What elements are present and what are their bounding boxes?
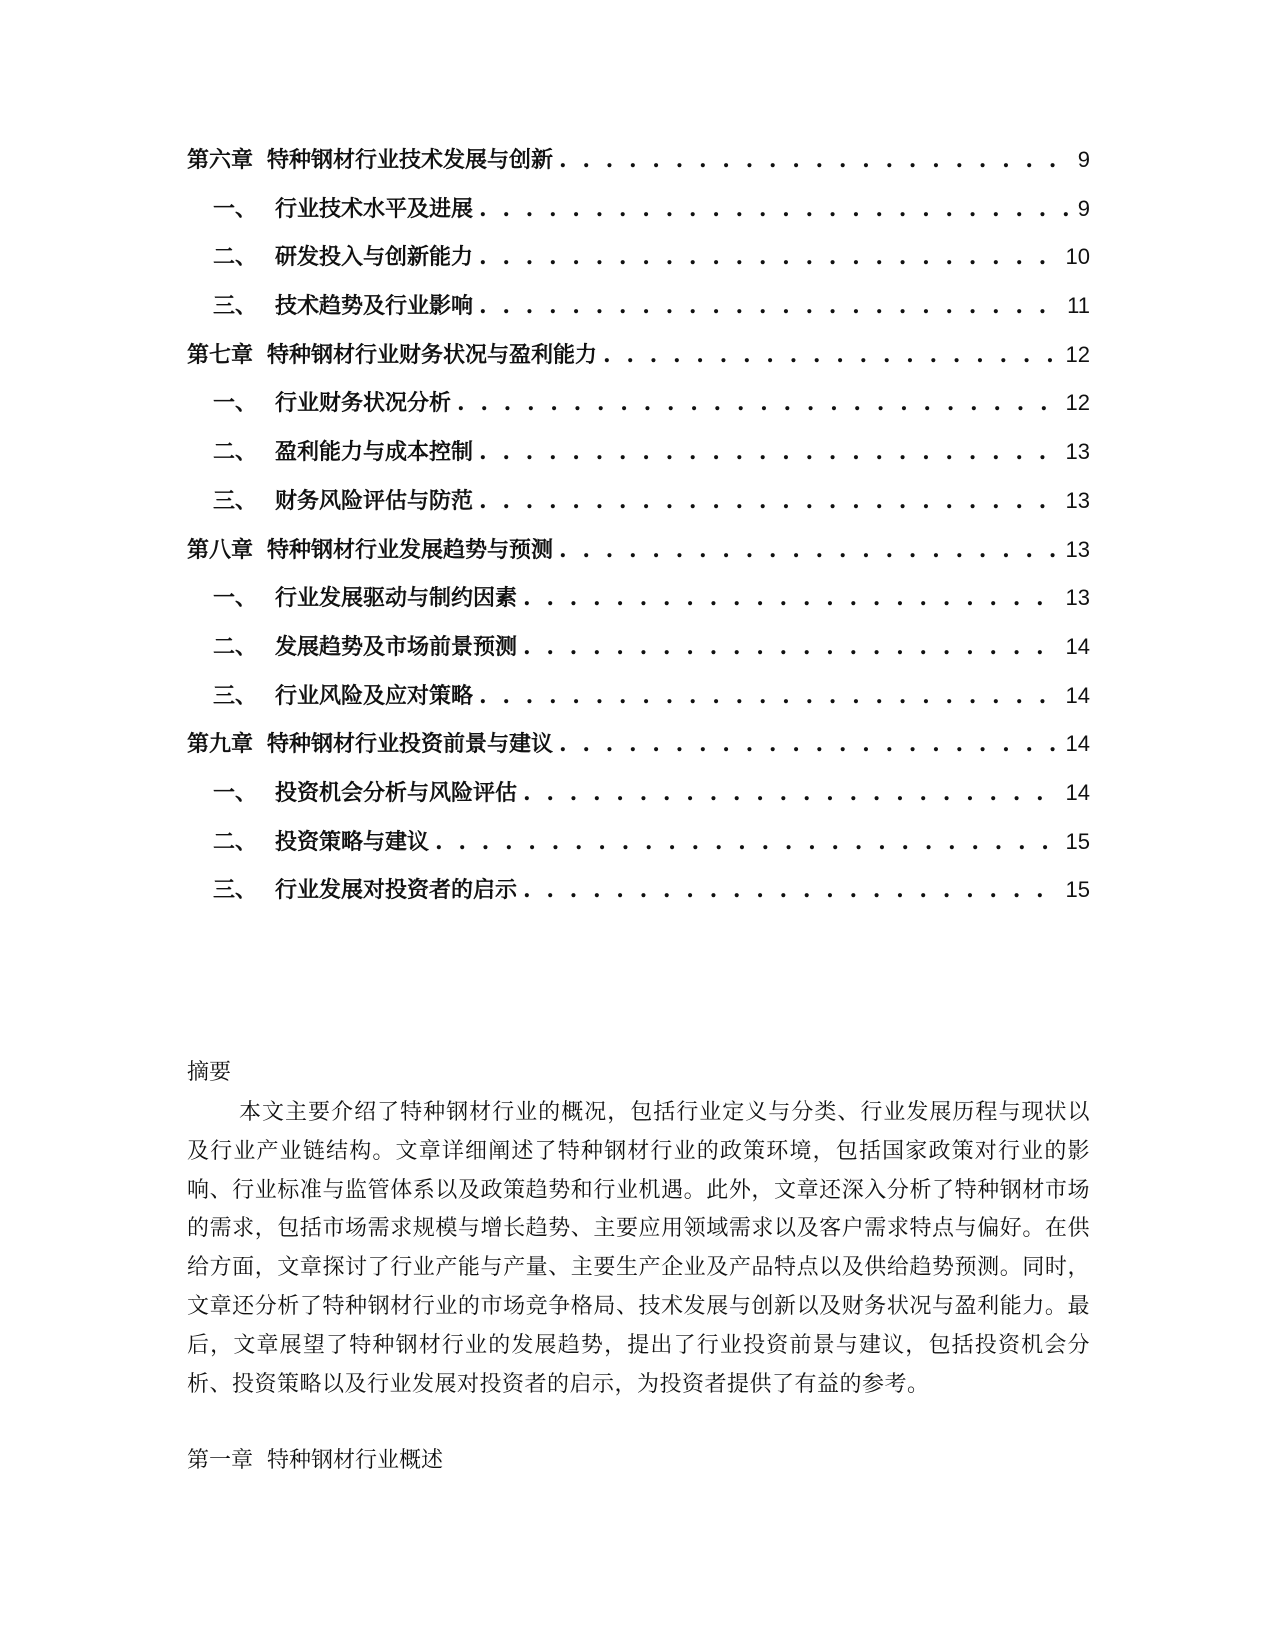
toc-entry[interactable] [187, 535, 1090, 584]
toc-entry-title: 财务风险评估与防范 [275, 487, 474, 514]
toc-entry-title: 特种钢材行业投资前景与建议 [267, 731, 554, 758]
toc-entry-title: 技术趋势及行业影响 [275, 293, 474, 320]
toc-entry-page: 15 [1065, 877, 1090, 903]
toc-dot-leader [523, 583, 1060, 613]
toc-entry[interactable] [187, 583, 1090, 632]
toc-entry[interactable] [187, 729, 1090, 778]
toc-entry-number: 三、 [213, 877, 258, 904]
toc-entry-title: 特种钢材行业财务状况与盈利能力 [267, 341, 598, 368]
toc-entry-number: 二、 [213, 244, 258, 271]
toc-dot-leader [559, 145, 1072, 175]
toc-dot-leader [523, 778, 1060, 808]
toc-entry-page: 13 [1065, 536, 1090, 562]
toc-dot-leader [479, 486, 1060, 516]
toc-entry-number: 一、 [213, 585, 258, 612]
toc-entry-number: 二、 [213, 633, 258, 660]
toc-entry-page: 15 [1065, 828, 1090, 854]
toc-entry[interactable] [187, 778, 1090, 827]
toc-entry[interactable] [187, 388, 1090, 437]
toc-entry-title: 行业风险及应对策略 [275, 682, 474, 709]
toc-dot-leader [559, 729, 1059, 759]
toc-entry[interactable] [187, 681, 1090, 730]
toc-entry-title: 发展趋势及市场前景预测 [275, 633, 518, 660]
toc-entry-title: 特种钢材行业技术发展与创新 [267, 147, 554, 173]
toc-entry-number: 一、 [213, 390, 258, 417]
toc-entry-title: 投资策略与建议 [275, 828, 430, 855]
toc-entry[interactable] [187, 437, 1090, 486]
toc-entry-page: 14 [1065, 633, 1090, 659]
toc-entry-page: 12 [1065, 341, 1090, 367]
toc-entry-page: 9 [1077, 195, 1090, 221]
toc-dot-leader [457, 388, 1060, 418]
toc-entry-number: 三、 [213, 487, 258, 514]
toc-entry[interactable] [187, 291, 1090, 340]
toc-entry-title: 盈利能力与成本控制 [275, 439, 474, 466]
toc-entry-number: 二、 [213, 828, 258, 855]
toc-dot-leader [479, 291, 1061, 321]
toc-entry[interactable] [187, 632, 1090, 681]
toc-entry-number: 第七章 [187, 341, 254, 368]
toc-dot-leader [523, 875, 1060, 905]
toc-entry-title: 研发投入与创新能力 [275, 244, 474, 271]
toc-entry-title: 投资机会分析与风险评估 [275, 779, 518, 806]
chapter-heading-title: 特种钢材行业概述 [267, 1448, 444, 1473]
chapter-heading-number: 第一章 [187, 1448, 254, 1473]
toc-entry-page: 13 [1065, 439, 1090, 465]
toc-dot-leader [523, 632, 1060, 662]
toc-dot-leader [435, 827, 1060, 857]
toc-entry-page: 10 [1065, 244, 1090, 270]
toc-dot-leader [559, 535, 1059, 565]
toc-dot-leader [479, 242, 1060, 272]
toc-entry-number: 一、 [213, 779, 258, 806]
toc-entry-number: 二、 [213, 439, 258, 466]
abstract-paragraph: 本文主要介绍了特种钢材行业的概况，包括行业定义与分类、行业发展历程与现状以及行业产业链结构。文章详细阐述了特种钢材行业的政策环境，包括国家政策对行业的影响、行业标准与监管体系以及政策趋势和行业机遇。此外，文章还深入分析了特种钢材市场的需求，包括市场需求规模与增长趋势、主要应用领域需求以及客户需求特点与偏好。在供给方面，文章探讨了行业产能与产量、主要生产企业及产品特点以及供给趋势预测。同时，文章还分析了特种钢材行业的市场竞争格局、技术发展与创新以及财务状况与盈利能力。最后，文章展望了特种钢材行业的发展趋势，提出了行业投资前景与建议，包括投资机会分析、投资策略以及行业发展对投资者的启示，为投资者提供了有益的参考。 [187, 1100, 1090, 1397]
toc-entry-title: 特种钢材行业发展趋势与预测 [267, 536, 554, 563]
toc-entry-title: 行业发展驱动与制约因素 [275, 585, 518, 612]
toc-entry[interactable] [187, 194, 1090, 243]
toc-dot-leader [479, 437, 1060, 467]
toc-entry-title: 行业发展对投资者的启示 [275, 877, 518, 904]
toc-entry-page: 14 [1065, 682, 1090, 708]
toc-entry[interactable] [187, 242, 1090, 291]
toc-entry-number: 三、 [213, 293, 258, 320]
toc-entry-title: 行业财务状况分析 [275, 390, 452, 417]
table-of-contents [187, 145, 1090, 924]
toc-entry-page: 9 [1077, 147, 1090, 172]
toc-entry[interactable] [187, 145, 1090, 194]
toc-entry-number: 第六章 [187, 147, 254, 173]
toc-dot-leader [479, 194, 1072, 224]
toc-entry-page: 13 [1065, 585, 1090, 611]
toc-entry-number: 三、 [213, 682, 258, 709]
toc-entry[interactable] [187, 340, 1090, 389]
abstract-heading: 摘要 [187, 1060, 232, 1085]
toc-entry[interactable] [187, 875, 1090, 924]
toc-entry-number: 一、 [213, 195, 258, 222]
toc-entry-page: 11 [1067, 293, 1090, 319]
toc-entry-number: 第八章 [187, 536, 254, 563]
chapter-heading [187, 1446, 443, 1476]
toc-entry-page: 13 [1065, 487, 1090, 513]
toc-entry-page: 14 [1065, 779, 1090, 805]
toc-entry-title: 行业技术水平及进展 [275, 195, 474, 222]
toc-entry-page: 14 [1065, 731, 1090, 757]
toc-dot-leader [479, 681, 1060, 711]
toc-entry-page: 12 [1065, 390, 1090, 416]
toc-dot-leader [603, 340, 1059, 370]
toc-entry[interactable] [187, 827, 1090, 876]
toc-entry[interactable] [187, 486, 1090, 535]
toc-entry-number: 第九章 [187, 731, 254, 758]
